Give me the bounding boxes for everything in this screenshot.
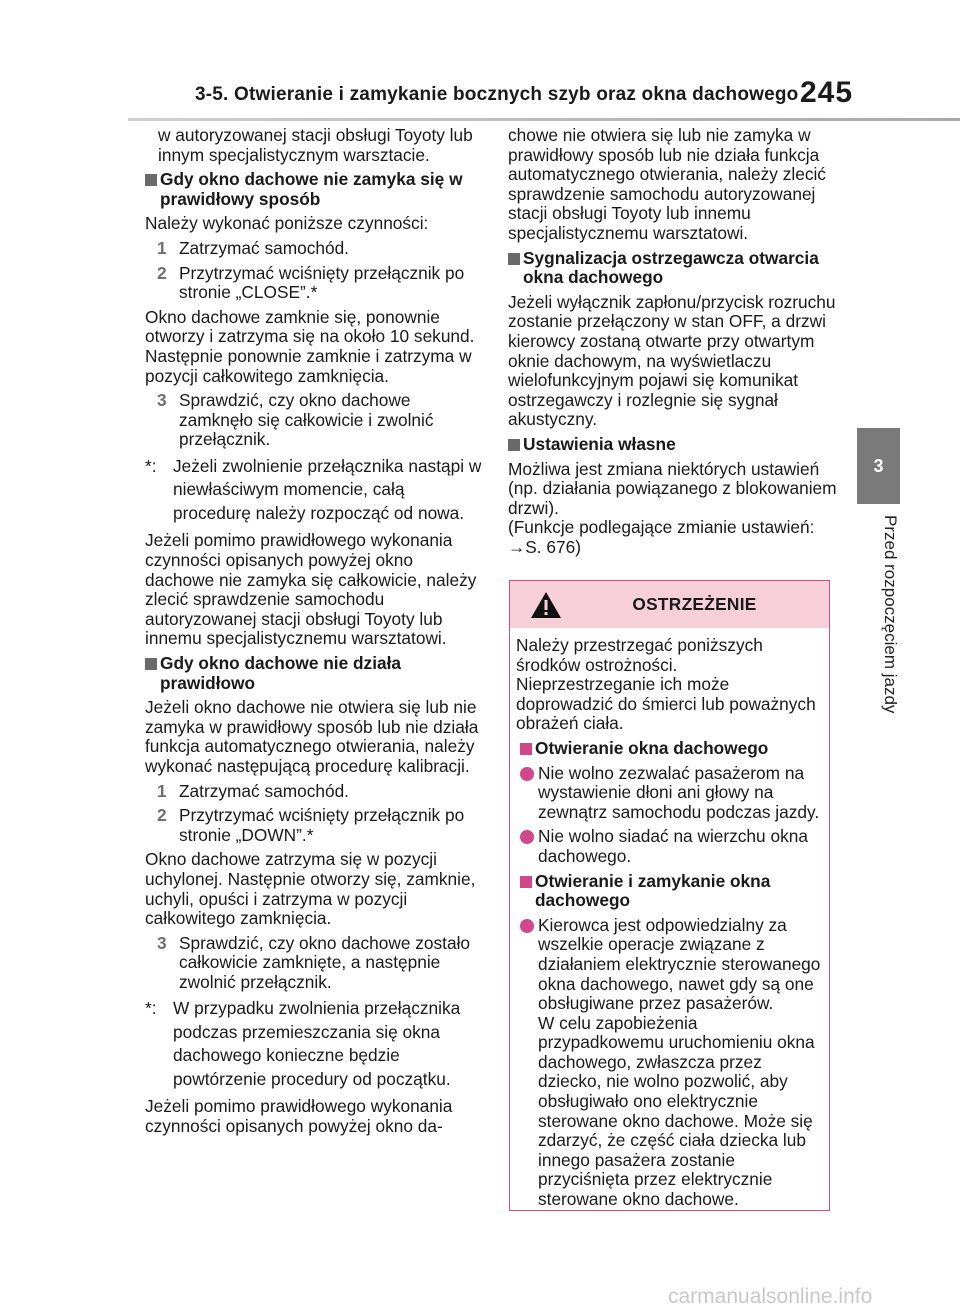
paragraph: Należy wykonać poniższe czynności: bbox=[145, 213, 429, 234]
heading-text: Sygnalizacja ostrzegawcza otwarcia okna dachowego bbox=[523, 247, 819, 288]
heading-text: Otwieranie okna dachowego bbox=[535, 737, 769, 758]
bullet-text: Nie wolno zezwalać pasażerom na wystawienie dłoni ani głowy na zewnątrz samochodu podczas jazdy. bbox=[538, 762, 820, 822]
step-number: 2 bbox=[157, 805, 167, 826]
step-item bbox=[145, 934, 485, 993]
warning-bullet bbox=[516, 764, 823, 823]
paragraph: Jeżeli pomimo prawidłowego wykonania czynności opisanych powyżej okno dachowe nie zamyka się całkowicie, należy zlecić sprawdzenie samochodu autoryzowanej stacji obsługi Toyoty lub innemu specjalistycznemu warsztatowi. bbox=[145, 530, 477, 649]
paragraph: Możliwa jest zmiana niektórych ustawień (np. działania powiązanego z blokowaniem drzwi). bbox=[508, 458, 837, 518]
bullet-text-part: Kierowca jest odpowiedzialny za wszelkie operacje związane z działaniem elektrycznie sterowanego okna dachowego, nawet gdy są one obsługiwane przez pasażerów. bbox=[538, 914, 821, 1014]
step-item bbox=[145, 782, 485, 802]
heading-roof-malfunction bbox=[145, 654, 485, 693]
bullet-text: Nie wolno siadać na wierzchu okna dachowego. bbox=[538, 826, 808, 866]
heading-text: Otwieranie i zamykanie okna dachowego bbox=[535, 870, 771, 911]
warning-triangle-icon bbox=[530, 591, 562, 619]
warning-box bbox=[509, 580, 830, 1211]
footnote-text: W przypadku zwolnienia przełącznika podczas przemieszczania się okna dachowego konieczne będzie powtórzenie procedury od początku. bbox=[173, 998, 461, 1089]
warning-intro: Nieprzestrzeganie ich może doprowadzić do śmierci lub poważnych obrażeń ciała. bbox=[516, 674, 816, 734]
heading-roof-warning bbox=[508, 249, 840, 288]
warning-intro: Należy przestrzegać poniższych środków ostrożności. bbox=[516, 635, 763, 675]
right-column bbox=[508, 126, 840, 557]
warning-body bbox=[510, 628, 829, 1210]
footnote bbox=[145, 455, 485, 526]
square-bullet-icon bbox=[520, 876, 532, 888]
heading-text: Gdy okno dachowe nie zamyka się w prawidłowy sposób bbox=[160, 169, 463, 209]
square-bullet-icon bbox=[520, 743, 532, 755]
left-column bbox=[145, 126, 485, 1142]
chapter-label bbox=[857, 515, 900, 735]
section-title: 3-5. Otwieranie i zamykanie bocznych szyb oraz okna dachowego bbox=[195, 84, 799, 105]
square-bullet-icon bbox=[508, 439, 520, 451]
step-text: Zatrzymać samochód. bbox=[179, 237, 349, 258]
paragraph: Jeżeli okno dachowe nie otwiera się lub nie zamyka w prawidłowy sposób lub nie działa funkcja automatycznego otwierania, należy wykonać następującą procedurę kalibracji. bbox=[145, 697, 479, 776]
footnote bbox=[145, 997, 485, 1091]
step-number: 3 bbox=[157, 932, 167, 953]
warning-bullet bbox=[516, 827, 823, 866]
paragraph: Jeżeli pomimo prawidłowego wykonania czynności opisanych powyżej okno da- bbox=[145, 1096, 453, 1137]
footnote-text: Jeżeli zwolnienie przełącznika nastąpi w niewłaściwym momencie, całą procedurę należy rozpocząć od nowa. bbox=[173, 455, 482, 523]
paragraph: Okno dachowe zamknie się, ponownie otworzy i zatrzyma się na około 10 sekund. Następnie ponownie zamknie i zatrzyma w pozycji całkowitego zamknięcia. bbox=[145, 306, 475, 386]
step-text: Sprawdzić, czy okno dachowe zamknęło się całkowicie i zwolnić przełącznik. bbox=[179, 390, 434, 450]
square-bullet-icon bbox=[145, 658, 157, 670]
heading-custom-settings bbox=[508, 435, 840, 455]
step-number: 1 bbox=[157, 780, 167, 801]
footnote-mark: *: bbox=[145, 998, 157, 1019]
step-item bbox=[145, 391, 485, 450]
step-number: 3 bbox=[157, 390, 167, 411]
chapter-label-text: Przed rozpoczęciem jazdy bbox=[881, 515, 900, 714]
square-bullet-icon bbox=[145, 174, 157, 186]
circle-bullet-icon bbox=[520, 830, 534, 844]
paragraph: Okno dachowe zatrzyma się w pozycji uchylonej. Następnie otworzy się, zamknie, uchyli, opuści i zatrzyma w pozycji całkowitego zamknięcia. bbox=[145, 849, 476, 929]
warning-header bbox=[510, 581, 829, 628]
paragraph: (Funkcje podlegające zmianie ustawień: bbox=[508, 517, 815, 538]
circle-bullet-icon bbox=[520, 767, 534, 781]
warning-title: OSTRZEŻENIE bbox=[632, 593, 757, 614]
paragraph: chowe nie otwiera się lub nie zamyka w prawidłowy sposób lub nie działa funkcja automatycznego otwierania, należy zlecić sprawdzenie samochodu autoryzowanej stacji obsługi Toyoty lub innemu specjalistycznemu warsztatowi. bbox=[508, 125, 826, 243]
page-reference-link[interactable]: →S. 676) bbox=[508, 536, 581, 557]
circle-bullet-icon bbox=[520, 919, 534, 933]
square-bullet-icon bbox=[508, 253, 520, 265]
step-text: Przytrzymać wciśnięty przełącznik po stronie „DOWN”.* bbox=[179, 805, 465, 845]
heading-roof-not-closing bbox=[145, 170, 485, 209]
warning-heading bbox=[516, 739, 823, 759]
warning-heading bbox=[516, 872, 823, 911]
intro-paragraph: w autoryzowanej stacji obsługi Toyoty lub innym specjalistycznym warsztacie. bbox=[158, 125, 473, 165]
warning-bullet bbox=[516, 916, 823, 1210]
step-item bbox=[145, 239, 485, 259]
step-text: Przytrzymać wciśnięty przełącznik po stronie „CLOSE”.* bbox=[179, 262, 465, 303]
step-number: 1 bbox=[157, 237, 167, 258]
bullet-text bbox=[538, 916, 823, 1210]
step-number: 2 bbox=[157, 262, 167, 283]
bullet-text-part: W celu zapobieżenia przypadkowemu uruchomieniu okna dachowego, zwłaszcza przez dziecko, nie wolno pozwolić, aby obsługiwało ono elektrycznie sterowane okno dachowe. Może się zdarzyć, że część ciała dziecka lub innego pasażera zostanie przyciśnięta przez elektrycznie sterowane okno dachowe. bbox=[538, 1012, 815, 1210]
header-rule bbox=[128, 118, 960, 121]
chapter-tab[interactable]: 3 bbox=[857, 428, 900, 504]
watermark: carmanualsonline.info bbox=[668, 1285, 873, 1308]
heading-text: Gdy okno dachowe nie działa prawidłowo bbox=[160, 652, 402, 693]
footnote-mark: *: bbox=[145, 455, 157, 476]
step-text: Sprawdzić, czy okno dachowe zostało całkowicie zamknięte, a następnie zwolnić przełącznik. bbox=[179, 932, 471, 992]
step-text: Zatrzymać samochód. bbox=[179, 780, 349, 801]
step-item bbox=[145, 264, 485, 303]
step-item bbox=[145, 806, 485, 845]
heading-text: Ustawienia własne bbox=[523, 433, 676, 454]
paragraph: Jeżeli wyłącznik zapłonu/przycisk rozruchu zostanie przełączony w stan OFF, a drzwi kierowcy zostaną otwarte przy otwartym oknie dachowym, na wyświetlaczu wielofunkcyjnym pojawi się komunikat ostrzegawczy i rozlegnie się sygnał akustyczny. bbox=[508, 291, 836, 430]
page-number: 245 bbox=[800, 76, 854, 109]
